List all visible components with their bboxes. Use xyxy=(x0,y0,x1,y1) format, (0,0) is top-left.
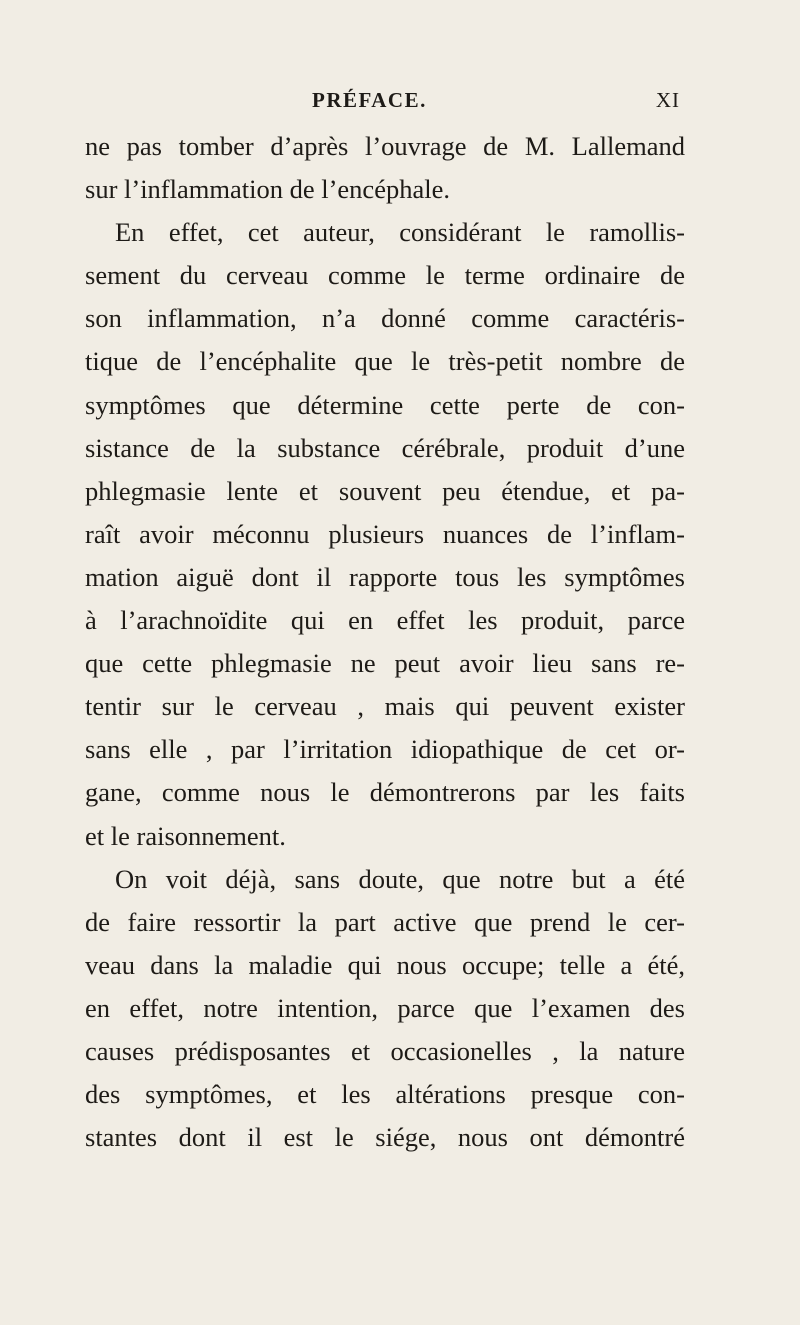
body-text xyxy=(85,125,685,1159)
text-line: sur l’inflammation de l’encéphale. xyxy=(85,174,450,205)
page-number: XI xyxy=(655,88,680,112)
text-line: tentir sur le cerveau , mais qui peuvent exister xyxy=(85,691,685,722)
text-line: des symptômes, et les altérations presque con- xyxy=(85,1079,685,1110)
text-line: sistance de la substance cérébrale, produit d’une xyxy=(85,432,685,463)
text-line: causes prédisposantes et occasionelles , la nature xyxy=(85,1035,685,1066)
text-line: et le raisonnement. xyxy=(85,820,286,851)
text-line: raît avoir méconnu plusieurs nuances de l’inflam- xyxy=(85,518,685,549)
text-line: tique de l’encéphalite que le très-petit nombre de xyxy=(85,346,685,377)
text-line: mation aiguë dont il rapporte tous les symptômes xyxy=(85,561,685,592)
text-line: que cette phlegmasie ne peut avoir lieu sans re- xyxy=(85,648,685,679)
text-line: symptômes que détermine cette perte de con- xyxy=(85,389,685,420)
text-line: de faire ressortir la part active que prend le cer- xyxy=(85,906,685,937)
text-line: ne pas tomber d’après l’ouvrage de M. Lallemand xyxy=(85,131,685,161)
text-line: On voit déjà, sans doute, que notre but a été xyxy=(115,863,685,894)
text-line: En effet, cet auteur, considérant le ramollis- xyxy=(115,217,685,248)
text-line: à l’arachnoïdite qui en effet les produit, parce xyxy=(85,605,685,636)
running-head xyxy=(80,88,680,118)
page-title: PRÉFACE. xyxy=(312,88,427,112)
text-line: sement du cerveau comme le terme ordinaire de xyxy=(85,260,685,291)
text-line: stantes dont il est le siége, nous ont démontré xyxy=(85,1122,685,1153)
text-line: phlegmasie lente et souvent peu étendue, et pa- xyxy=(85,475,685,506)
text-line: gane, comme nous le démontrerons par les faits xyxy=(85,777,685,808)
text-line: en effet, notre intention, parce que l’examen des xyxy=(85,992,685,1023)
text-line: veau dans la maladie qui nous occupe; telle a été, xyxy=(85,949,685,980)
text-line: son inflammation, n’a donné comme caractéris- xyxy=(85,303,685,334)
text-line: sans elle , par l’irritation idiopathique de cet or- xyxy=(85,734,685,765)
